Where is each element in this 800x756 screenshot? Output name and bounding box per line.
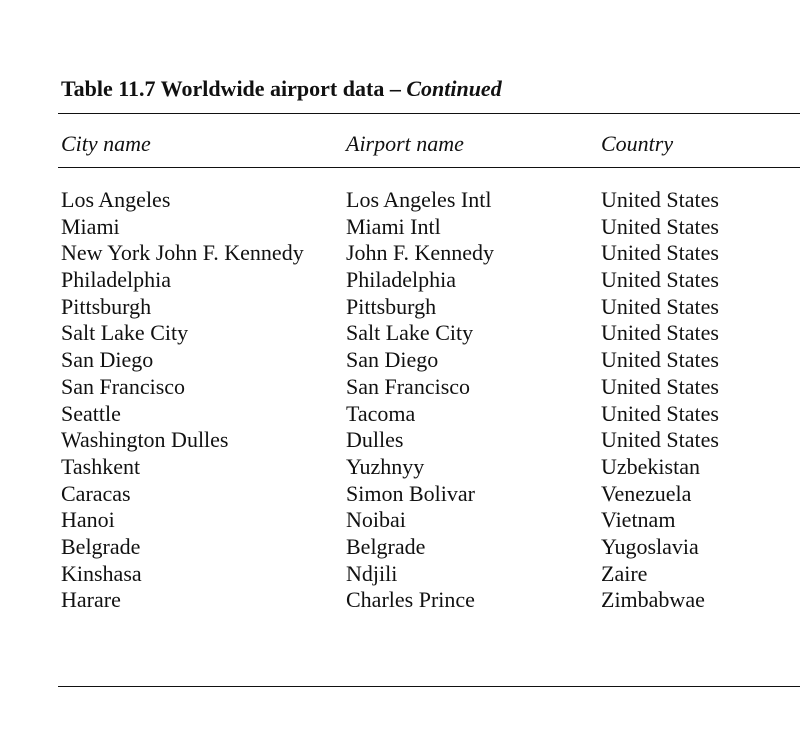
table-row	[0, 240, 800, 267]
cell-city-name: Washington Dulles	[61, 427, 229, 453]
cell-airport-name: Ndjili	[346, 560, 398, 586]
cell-airport-name: Miami Intl	[346, 213, 441, 239]
cell-country: United States	[601, 320, 719, 346]
cell-airport-name: Pittsburgh	[346, 293, 437, 319]
header-country: Country	[601, 131, 674, 156]
cell-airport-name: Simon Bolivar	[346, 480, 475, 506]
cell-country: United States	[601, 240, 719, 266]
table-row	[0, 347, 800, 374]
cell-city-name: Hanoi	[61, 507, 115, 533]
cell-airport-name: San Diego	[346, 347, 439, 373]
table-caption	[61, 76, 502, 102]
cell-airport-name: Salt Lake City	[346, 320, 474, 346]
cell-city-name: Philadelphia	[61, 267, 171, 293]
header-airport-name: Airport name	[346, 131, 464, 156]
cell-city-name: Belgrade	[61, 533, 141, 559]
cell-city-name: San Diego	[61, 347, 154, 373]
cell-country: Zaire	[601, 560, 648, 586]
cell-country: Vietnam	[601, 507, 676, 533]
table-row	[0, 187, 800, 214]
cell-city-name: Pittsburgh	[61, 293, 152, 319]
caption-continued: Continued	[406, 76, 502, 101]
cell-airport-name: Philadelphia	[346, 267, 456, 293]
cell-country: Venezuela	[601, 480, 692, 506]
table-row	[0, 454, 800, 481]
cell-city-name: Tashkent	[61, 453, 141, 479]
table-row	[0, 481, 800, 508]
cell-country: United States	[601, 427, 719, 453]
cell-country: United States	[601, 213, 719, 239]
table-row	[0, 374, 800, 401]
cell-country: United States	[601, 400, 719, 426]
cell-airport-name: Belgrade	[346, 533, 426, 559]
cell-airport-name: John F. Kennedy	[346, 240, 494, 266]
table-row	[0, 401, 800, 428]
cell-city-name: Kinshasa	[61, 560, 142, 586]
cell-city-name: San Francisco	[61, 373, 186, 399]
cell-airport-name: Noibai	[346, 507, 406, 533]
cell-city-name: Los Angeles	[61, 187, 171, 212]
cell-country: Uzbekistan	[601, 453, 700, 479]
cell-city-name: Miami	[61, 213, 120, 239]
bottom-rule	[58, 686, 800, 687]
table-body	[0, 187, 800, 614]
cell-city-name: Salt Lake City	[61, 320, 189, 346]
caption-title: Table 11.7 Worldwide airport data –	[61, 76, 401, 101]
cell-airport-name: Charles Prince	[346, 587, 475, 613]
cell-country: Yugoslavia	[601, 533, 699, 559]
cell-city-name: New York John F. Kennedy	[61, 240, 304, 266]
table-row	[0, 507, 800, 534]
table-row	[0, 214, 800, 241]
cell-airport-name: Yuzhnyy	[346, 453, 425, 479]
cell-country: United States	[601, 187, 719, 212]
table-row	[0, 587, 800, 614]
cell-country: United States	[601, 373, 719, 399]
cell-country: Zimbabwae	[601, 587, 705, 613]
header-city-name: City name	[61, 131, 151, 156]
cell-airport-name: Los Angeles Intl	[346, 187, 492, 212]
cell-country: United States	[601, 347, 719, 373]
cell-country: United States	[601, 293, 719, 319]
cell-airport-name: San Francisco	[346, 373, 471, 399]
table-row	[0, 534, 800, 561]
cell-city-name: Caracas	[61, 480, 131, 506]
cell-country: United States	[601, 267, 719, 293]
cell-airport-name: Tacoma	[346, 400, 416, 426]
table-row	[0, 561, 800, 588]
header-rule	[58, 167, 800, 168]
cell-airport-name: Dulles	[346, 427, 404, 453]
cell-city-name: Harare	[61, 587, 121, 613]
table-row	[0, 427, 800, 454]
table-row	[0, 267, 800, 294]
top-rule	[58, 113, 800, 114]
cell-city-name: Seattle	[61, 400, 121, 426]
table-row	[0, 320, 800, 347]
table-row	[0, 294, 800, 321]
